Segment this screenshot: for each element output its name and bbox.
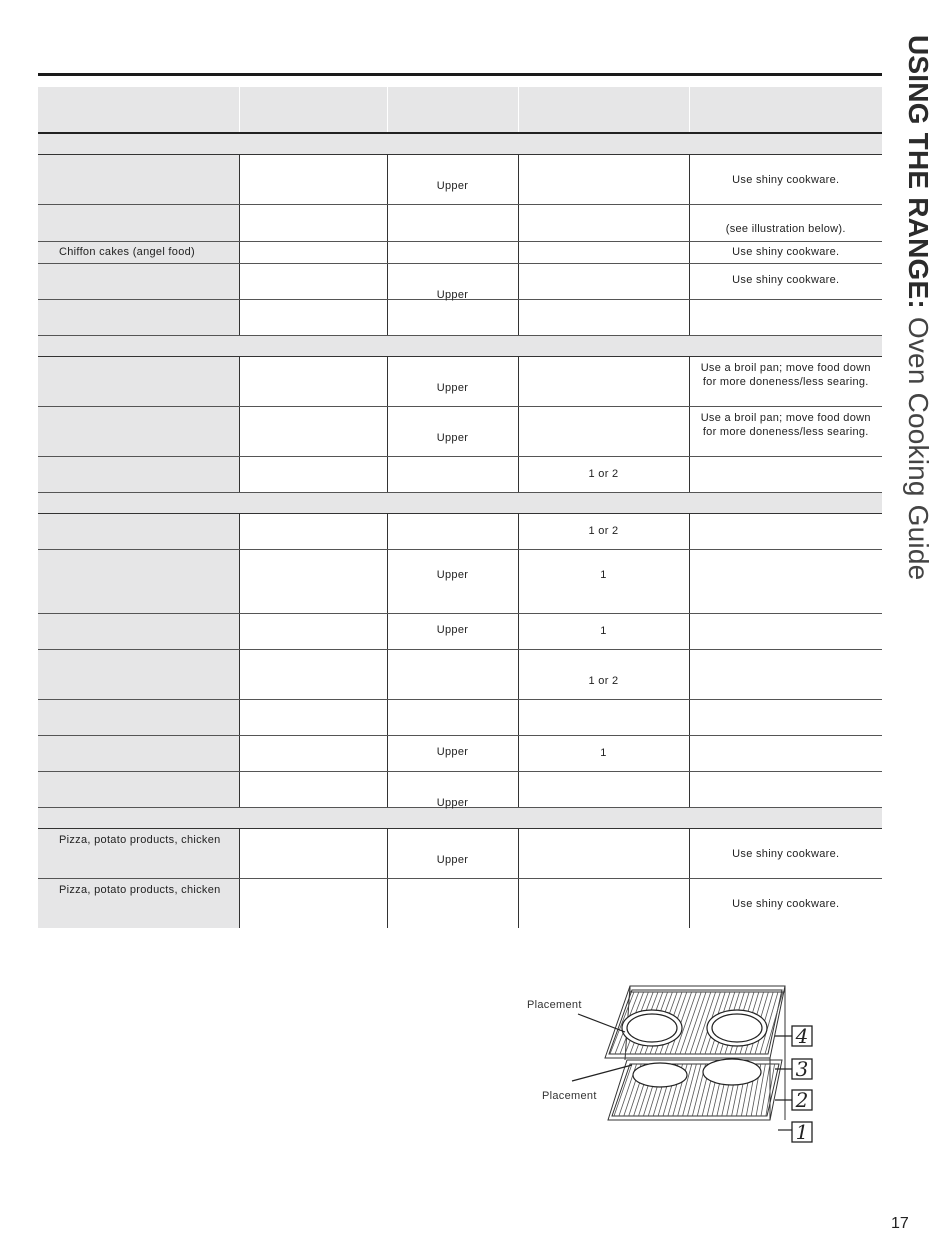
rack-count-cell: [518, 407, 689, 457]
table-row: [38, 300, 882, 336]
comment-text: for more doneness/less searing.: [702, 426, 869, 438]
food-cell: [38, 264, 239, 300]
rack-count-cell: [518, 879, 689, 929]
comments-cell: [689, 650, 882, 700]
food-cell: [38, 205, 239, 242]
rack-number: 2: [795, 1088, 809, 1112]
comments-cell: [689, 700, 882, 736]
cell-text: Upper: [436, 854, 469, 866]
comment-text: Use a broil pan; move food down: [700, 412, 871, 424]
rack-number: 4: [795, 1024, 809, 1048]
rack-count-cell: [518, 300, 689, 336]
table-row: [38, 879, 882, 929]
food-cell: [38, 550, 239, 614]
rack-number: 3: [795, 1057, 809, 1081]
rack-count-cell: [518, 650, 689, 700]
rack-cell: [387, 264, 518, 300]
section-header-row: [38, 133, 882, 155]
rack-count-cell: [518, 457, 689, 493]
cell-text: Upper: [436, 180, 469, 192]
cookware-cell: [239, 829, 387, 879]
oven-cooking-guide-table: [38, 87, 882, 928]
page-number: 17: [891, 1215, 909, 1232]
rack-number: 1: [795, 1120, 809, 1144]
rack-cell: [387, 155, 518, 205]
rack-cell: [387, 514, 518, 550]
rack-cell: [387, 879, 518, 929]
table-row: [38, 407, 882, 457]
comments-cell: [689, 357, 882, 407]
rack-cell: [387, 407, 518, 457]
rack-cell: [387, 242, 518, 264]
rack-cell: [387, 457, 518, 493]
table-row: [38, 205, 882, 242]
leader-line-upper: [578, 1014, 625, 1032]
comment-text: Use a broil pan; move food down: [700, 362, 871, 374]
section-label: [38, 808, 882, 829]
comments-cell: [689, 300, 882, 336]
cookware-cell: [239, 550, 387, 614]
comments-cell: [689, 155, 882, 205]
food-text: Chiffon cakes (angel food): [59, 246, 196, 258]
comments-cell: [689, 242, 882, 264]
comments-cell: [689, 550, 882, 614]
cookware-cell: [239, 300, 387, 336]
cookware-cell: [239, 879, 387, 929]
cookware-cell: [239, 205, 387, 242]
cookware-cell: [239, 457, 387, 493]
comments-cell: [689, 264, 882, 300]
header-cell: [38, 87, 239, 133]
table-row: [38, 650, 882, 700]
cell-text: 1: [600, 569, 607, 581]
header-cell: [689, 87, 882, 133]
table-row: [38, 829, 882, 879]
food-cell: [38, 242, 239, 264]
food-text: Pizza, potato products, chicken: [59, 884, 221, 896]
comment-text: Use shiny cookware.: [732, 848, 840, 860]
table-row: [38, 264, 882, 300]
rack-cell: [387, 205, 518, 242]
section-label: [38, 133, 882, 155]
side-title-bold: USING THE RANGE:: [903, 35, 934, 309]
top-rule: [38, 73, 882, 76]
food-cell: [38, 700, 239, 736]
food-cell: [38, 300, 239, 336]
table-row: [38, 242, 882, 264]
food-cell: [38, 879, 239, 929]
cell-text: Upper: [436, 624, 469, 636]
comment-text: for more doneness/less searing.: [702, 376, 869, 388]
food-cell: [38, 736, 239, 772]
cookware-cell: [239, 407, 387, 457]
food-cell: [38, 650, 239, 700]
food-cell: [38, 357, 239, 407]
rack-count-cell: [518, 514, 689, 550]
cookware-cell: [239, 264, 387, 300]
comments-cell: [689, 772, 882, 808]
comment-text: Use shiny cookware.: [732, 246, 840, 258]
rack-count-cell: [518, 205, 689, 242]
rack-cell: [387, 736, 518, 772]
comment-text: Use shiny cookware.: [732, 274, 840, 286]
side-title: [902, 35, 934, 655]
comment-text: Use shiny cookware.: [732, 898, 840, 910]
rack-count-cell: [518, 700, 689, 736]
table-row: [38, 700, 882, 736]
cell-text: 1: [600, 625, 607, 637]
rack-count-cell: [518, 772, 689, 808]
table-row: [38, 357, 882, 407]
cookware-cell: [239, 242, 387, 264]
comments-cell: [689, 407, 882, 457]
rack-placement-illustration: [520, 980, 820, 1150]
section-label: [38, 493, 882, 514]
comments-cell: [689, 879, 882, 929]
comment-text: Use shiny cookware.: [732, 174, 840, 186]
rack-cell: [387, 550, 518, 614]
section-header-row: [38, 808, 882, 829]
rack-cell: [387, 829, 518, 879]
food-cell: [38, 407, 239, 457]
rack-count-cell: [518, 357, 689, 407]
cell-text: Upper: [436, 382, 469, 394]
food-text: Pizza, potato products, chicken: [59, 834, 221, 846]
cell-text: Upper: [436, 797, 469, 809]
cake-pan-lower-right: [703, 1059, 761, 1085]
rack-cell: [387, 614, 518, 650]
rack-cell: [387, 650, 518, 700]
food-cell: [38, 155, 239, 205]
comments-cell: [689, 614, 882, 650]
cell-text: 1: [600, 747, 607, 759]
cookware-cell: [239, 357, 387, 407]
rack-count-cell: [518, 829, 689, 879]
rack-count-cell: [518, 614, 689, 650]
cell-text: Upper: [436, 432, 469, 444]
comments-cell: [689, 514, 882, 550]
rack-count-cell: [518, 155, 689, 205]
food-cell: [38, 514, 239, 550]
rack-count-cell: [518, 242, 689, 264]
food-cell: [38, 457, 239, 493]
cell-text: 1 or 2: [588, 525, 619, 537]
comments-cell: [689, 736, 882, 772]
table-row: [38, 514, 882, 550]
cell-text: Upper: [436, 289, 469, 301]
table-row: [38, 772, 882, 808]
cookware-cell: [239, 155, 387, 205]
placement-label-lower: Placement: [542, 1090, 597, 1102]
rack-count-cell: [518, 550, 689, 614]
rack-count-cell: [518, 736, 689, 772]
table-header-row: [38, 87, 882, 133]
side-title-light: Oven Cooking Guide: [903, 308, 934, 581]
food-cell: [38, 614, 239, 650]
section-header-row: [38, 493, 882, 514]
rack-cell: [387, 700, 518, 736]
table-row: [38, 736, 882, 772]
table-row: [38, 550, 882, 614]
table-row: [38, 614, 882, 650]
cookware-cell: [239, 700, 387, 736]
cell-text: 1 or 2: [588, 468, 619, 480]
placement-label-upper: Placement: [527, 999, 582, 1011]
cookware-cell: [239, 514, 387, 550]
rack-cell: [387, 300, 518, 336]
section-header-row: [38, 336, 882, 357]
rack-cell: [387, 357, 518, 407]
cell-text: Upper: [436, 569, 469, 581]
comments-cell: [689, 205, 882, 242]
cell-text: Upper: [436, 746, 469, 758]
table-row: [38, 155, 882, 205]
rack-count-cell: [518, 264, 689, 300]
comments-cell: [689, 457, 882, 493]
comment-text: (see illustration below).: [725, 223, 846, 235]
cookware-cell: [239, 736, 387, 772]
header-cell: [387, 87, 518, 133]
cookware-cell: [239, 614, 387, 650]
rack-cell: [387, 772, 518, 808]
food-cell: [38, 772, 239, 808]
section-label: [38, 336, 882, 357]
cookware-cell: [239, 650, 387, 700]
cookware-cell: [239, 772, 387, 808]
food-cell: [38, 829, 239, 879]
header-cell: [518, 87, 689, 133]
comments-cell: [689, 829, 882, 879]
cake-pan-lower-left: [633, 1063, 687, 1087]
header-cell: [239, 87, 387, 133]
cell-text: 1 or 2: [588, 675, 619, 687]
table-row: [38, 457, 882, 493]
